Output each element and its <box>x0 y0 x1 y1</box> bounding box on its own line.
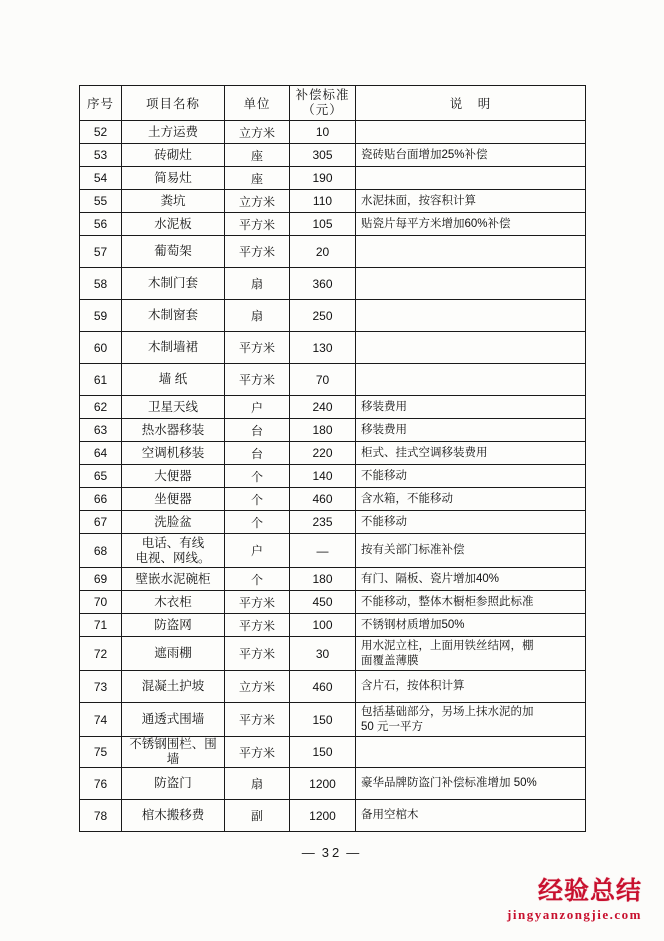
cell-compensation-standard: 70 <box>290 364 356 396</box>
cell-unit: 平方米 <box>225 614 290 637</box>
cell-unit: 台 <box>225 442 290 465</box>
cell-serial-number: 68 <box>80 534 122 568</box>
page-number <box>0 845 664 860</box>
cell-item-name: 防盗网 <box>122 614 225 637</box>
page-number-dash-right: — <box>346 845 363 860</box>
cell-description <box>356 167 586 190</box>
table-row <box>80 396 586 419</box>
cell-serial-number: 54 <box>80 167 122 190</box>
cell-serial-number: 55 <box>80 190 122 213</box>
cell-description: 贴瓷片每平方米增加60%补偿 <box>356 213 586 236</box>
cell-item-name: 电话、有线 电视、网线。 <box>122 534 225 568</box>
cell-unit: 个 <box>225 488 290 511</box>
cell-item-name: 不锈钢围栏、围墙 <box>122 737 225 768</box>
table-row <box>80 671 586 703</box>
cell-description <box>356 737 586 768</box>
header-cell-no: 序号 <box>80 86 122 121</box>
cell-compensation-standard: 360 <box>290 268 356 300</box>
table-row <box>80 442 586 465</box>
cell-serial-number: 62 <box>80 396 122 419</box>
table-row <box>80 236 586 268</box>
cell-description: 移装费用 <box>356 419 586 442</box>
cell-compensation-standard: — <box>290 534 356 568</box>
table-row <box>80 737 586 768</box>
cell-unit: 平方米 <box>225 332 290 364</box>
cell-compensation-standard: 140 <box>290 465 356 488</box>
table-row <box>80 167 586 190</box>
header-cell-name: 项目名称 <box>122 86 225 121</box>
cell-serial-number: 73 <box>80 671 122 703</box>
cell-compensation-standard: 30 <box>290 637 356 671</box>
cell-item-name: 洗脸盆 <box>122 511 225 534</box>
cell-compensation-standard: 130 <box>290 332 356 364</box>
cell-serial-number: 57 <box>80 236 122 268</box>
cell-unit: 座 <box>225 144 290 167</box>
cell-unit: 立方米 <box>225 671 290 703</box>
cell-description: 豪华品牌防盗门补偿标准增加 50% <box>356 768 586 800</box>
cell-description: 按有关部门标准补偿 <box>356 534 586 568</box>
cell-serial-number: 74 <box>80 703 122 737</box>
table-row <box>80 364 586 396</box>
cell-serial-number: 59 <box>80 300 122 332</box>
cell-serial-number: 66 <box>80 488 122 511</box>
cell-item-name: 通透式围墙 <box>122 703 225 737</box>
cell-unit: 平方米 <box>225 213 290 236</box>
cell-serial-number: 72 <box>80 637 122 671</box>
cell-item-name: 木制窗套 <box>122 300 225 332</box>
page-number-dash-left: — <box>301 845 318 860</box>
header-standard-line1: 补偿标准 <box>295 88 350 102</box>
table-row <box>80 637 586 671</box>
cell-compensation-standard: 20 <box>290 236 356 268</box>
cell-unit: 平方米 <box>225 637 290 671</box>
cell-unit: 个 <box>225 568 290 591</box>
table-row <box>80 703 586 737</box>
cell-description: 有门、隔板、瓷片增加40% <box>356 568 586 591</box>
cell-item-name: 木衣柜 <box>122 591 225 614</box>
cell-description: 不能移动，整体木橱柜参照此标准 <box>356 591 586 614</box>
cell-description: 不锈钢材质增加50% <box>356 614 586 637</box>
cell-compensation-standard: 1200 <box>290 768 356 800</box>
cell-description: 含片石，按体积计算 <box>356 671 586 703</box>
cell-compensation-standard: 240 <box>290 396 356 419</box>
cell-serial-number: 53 <box>80 144 122 167</box>
cell-serial-number: 67 <box>80 511 122 534</box>
cell-description: 用水泥立柱，上面用铁丝结网，棚 面覆盖薄膜 <box>356 637 586 671</box>
cell-compensation-standard: 100 <box>290 614 356 637</box>
cell-serial-number: 58 <box>80 268 122 300</box>
cell-item-name: 棺木搬移费 <box>122 800 225 832</box>
compensation-table-container <box>79 85 585 832</box>
cell-item-name: 热水器移装 <box>122 419 225 442</box>
cell-unit: 扇 <box>225 768 290 800</box>
cell-compensation-standard: 450 <box>290 591 356 614</box>
cell-compensation-standard: 190 <box>290 167 356 190</box>
cell-serial-number: 69 <box>80 568 122 591</box>
cell-description: 包括基础部分，另场上抹水泥的加 50 元一平方 <box>356 703 586 737</box>
header-standard-line2: （元） <box>302 103 343 117</box>
cell-compensation-standard: 460 <box>290 488 356 511</box>
cell-compensation-standard: 460 <box>290 671 356 703</box>
table-row <box>80 591 586 614</box>
table-row <box>80 614 586 637</box>
cell-serial-number: 63 <box>80 419 122 442</box>
cell-item-name: 简易灶 <box>122 167 225 190</box>
cell-compensation-standard: 250 <box>290 300 356 332</box>
cell-item-name: 壁嵌水泥碗柜 <box>122 568 225 591</box>
cell-item-name: 墙 纸 <box>122 364 225 396</box>
table-row <box>80 213 586 236</box>
cell-description <box>356 268 586 300</box>
cell-serial-number: 52 <box>80 121 122 144</box>
cell-item-name: 土方运费 <box>122 121 225 144</box>
cell-compensation-standard: 235 <box>290 511 356 534</box>
header-cell-standard <box>290 86 356 121</box>
table-row <box>80 534 586 568</box>
cell-item-name: 砖砌灶 <box>122 144 225 167</box>
cell-description: 备用空棺木 <box>356 800 586 832</box>
table-body <box>80 121 586 832</box>
cell-serial-number: 64 <box>80 442 122 465</box>
cell-compensation-standard: 105 <box>290 213 356 236</box>
cell-description <box>356 121 586 144</box>
table-row <box>80 511 586 534</box>
cell-description <box>356 300 586 332</box>
cell-unit: 个 <box>225 465 290 488</box>
cell-compensation-standard: 10 <box>290 121 356 144</box>
cell-item-name: 大便器 <box>122 465 225 488</box>
cell-description <box>356 364 586 396</box>
cell-item-name: 木制门套 <box>122 268 225 300</box>
cell-description: 瓷砖贴台面增加25%补偿 <box>356 144 586 167</box>
cell-unit: 平方米 <box>225 737 290 768</box>
cell-serial-number: 60 <box>80 332 122 364</box>
cell-description: 不能移动 <box>356 511 586 534</box>
cell-description <box>356 332 586 364</box>
cell-serial-number: 70 <box>80 591 122 614</box>
cell-serial-number: 65 <box>80 465 122 488</box>
cell-compensation-standard: 305 <box>290 144 356 167</box>
cell-serial-number: 61 <box>80 364 122 396</box>
cell-unit: 台 <box>225 419 290 442</box>
cell-description: 含水箱，不能移动 <box>356 488 586 511</box>
cell-compensation-standard: 1200 <box>290 800 356 832</box>
cell-item-name: 空调机移装 <box>122 442 225 465</box>
table-row <box>80 465 586 488</box>
cell-unit: 平方米 <box>225 364 290 396</box>
table-row <box>80 144 586 167</box>
header-cell-unit: 单位 <box>225 86 290 121</box>
cell-unit: 副 <box>225 800 290 832</box>
cell-item-name: 葡萄架 <box>122 236 225 268</box>
cell-item-name: 坐便器 <box>122 488 225 511</box>
cell-item-name: 混凝土护坡 <box>122 671 225 703</box>
compensation-table <box>79 85 586 832</box>
cell-item-name: 粪坑 <box>122 190 225 213</box>
cell-compensation-standard: 110 <box>290 190 356 213</box>
cell-serial-number: 78 <box>80 800 122 832</box>
header-cell-description: 说 明 <box>356 86 586 121</box>
table-row <box>80 488 586 511</box>
cell-unit: 扇 <box>225 268 290 300</box>
table-row <box>80 768 586 800</box>
cell-description <box>356 236 586 268</box>
cell-description: 不能移动 <box>356 465 586 488</box>
watermark-url-text: jingyanzongjie.com <box>507 907 642 922</box>
cell-serial-number: 56 <box>80 213 122 236</box>
table-row <box>80 568 586 591</box>
cell-item-name: 木制墙裙 <box>122 332 225 364</box>
cell-unit: 平方米 <box>225 236 290 268</box>
cell-unit: 立方米 <box>225 190 290 213</box>
cell-item-name: 水泥板 <box>122 213 225 236</box>
cell-description: 柜式、挂式空调移装费用 <box>356 442 586 465</box>
cell-compensation-standard: 220 <box>290 442 356 465</box>
table-row <box>80 419 586 442</box>
cell-item-name: 防盗门 <box>122 768 225 800</box>
cell-unit: 平方米 <box>225 591 290 614</box>
table-row <box>80 190 586 213</box>
cell-compensation-standard: 180 <box>290 419 356 442</box>
table-row <box>80 300 586 332</box>
cell-compensation-standard: 150 <box>290 703 356 737</box>
cell-compensation-standard: 150 <box>290 737 356 768</box>
cell-item-name: 遮雨棚 <box>122 637 225 671</box>
cell-description: 水泥抹面，按容积计算 <box>356 190 586 213</box>
cell-serial-number: 76 <box>80 768 122 800</box>
cell-unit: 立方米 <box>225 121 290 144</box>
table-row <box>80 332 586 364</box>
cell-unit: 座 <box>225 167 290 190</box>
cell-unit: 户 <box>225 534 290 568</box>
cell-description: 移装费用 <box>356 396 586 419</box>
watermark-chinese-text: 经验总结 <box>537 876 642 905</box>
cell-unit: 户 <box>225 396 290 419</box>
cell-unit: 平方米 <box>225 703 290 737</box>
cell-item-name: 卫星天线 <box>122 396 225 419</box>
table-row <box>80 268 586 300</box>
table-header-row <box>80 86 586 121</box>
page-number-value: 32 <box>321 845 343 860</box>
table-header <box>80 86 586 121</box>
cell-serial-number: 75 <box>80 737 122 768</box>
table-row <box>80 121 586 144</box>
watermark <box>507 877 642 923</box>
cell-compensation-standard: 180 <box>290 568 356 591</box>
cell-unit: 扇 <box>225 300 290 332</box>
cell-serial-number: 71 <box>80 614 122 637</box>
table-row <box>80 800 586 832</box>
cell-unit: 个 <box>225 511 290 534</box>
